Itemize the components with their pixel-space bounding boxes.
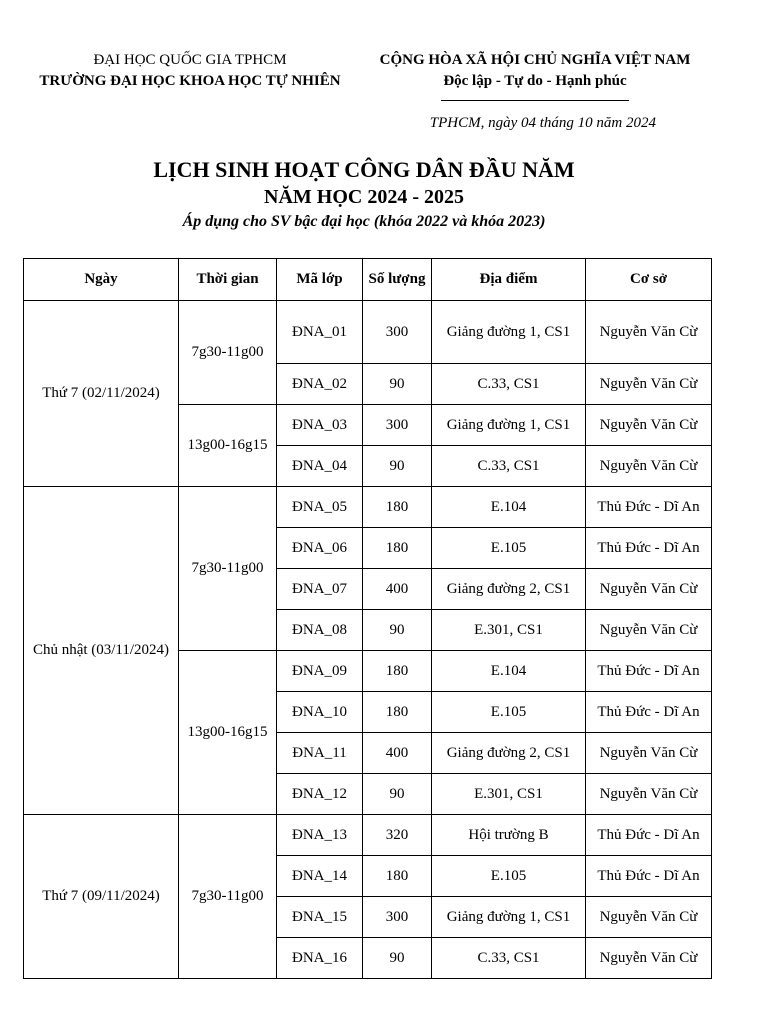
table-row	[24, 487, 712, 528]
location-cell: Giảng đường 2, CS1	[432, 569, 586, 610]
time-cell: 7g30-11g00	[179, 487, 277, 651]
quantity-cell: 90	[363, 364, 432, 405]
location-cell: Hội trường B	[432, 815, 586, 856]
quantity-cell: 90	[363, 938, 432, 979]
campus-cell: Nguyễn Văn Cừ	[586, 405, 712, 446]
issue-date: TPHCM, ngày 04 tháng 10 năm 2024	[429, 115, 656, 131]
location-cell: C.33, CS1	[432, 446, 586, 487]
quantity-cell: 180	[363, 692, 432, 733]
location-cell: E.104	[432, 487, 586, 528]
title-subtitle: Áp dụng cho SV bậc đại học (khóa 2022 và khóa 2023)	[182, 213, 546, 230]
campus-cell: Nguyễn Văn Cừ	[586, 938, 712, 979]
day-cell: Thứ 7 (09/11/2024)	[24, 815, 179, 979]
campus-cell: Nguyễn Văn Cừ	[586, 610, 712, 651]
class-code-cell: ĐNA_09	[277, 651, 363, 692]
school-name: TRƯỜNG ĐẠI HỌC KHOA HỌC TỰ NHIÊN	[39, 73, 341, 89]
location-cell: Giảng đường 1, CS1	[432, 897, 586, 938]
quantity-cell: 320	[363, 815, 432, 856]
time-cell: 7g30-11g00	[179, 301, 277, 405]
day-cell: Chủ nhật (03/11/2024)	[24, 487, 179, 815]
quantity-cell: 180	[363, 651, 432, 692]
quantity-cell: 180	[363, 528, 432, 569]
header-ngay: Ngày	[24, 259, 179, 301]
campus-cell: Thủ Đức - Dĩ An	[586, 856, 712, 897]
motto-underline	[441, 100, 629, 101]
location-cell: Giảng đường 1, CS1	[432, 405, 586, 446]
motto: Độc lập - Tự do - Hạnh phúc	[443, 73, 627, 89]
location-cell: Giảng đường 1, CS1	[432, 301, 586, 364]
class-code-cell: ĐNA_11	[277, 733, 363, 774]
quantity-cell: 180	[363, 856, 432, 897]
class-code-cell: ĐNA_14	[277, 856, 363, 897]
title-line-2: NĂM HỌC 2024 - 2025	[264, 186, 464, 208]
campus-cell: Nguyễn Văn Cừ	[586, 364, 712, 405]
location-cell: E.105	[432, 692, 586, 733]
national-motto-block	[362, 50, 708, 101]
header-co-so: Cơ sở	[586, 259, 712, 301]
location-cell: E.104	[432, 651, 586, 692]
class-code-cell: ĐNA_13	[277, 815, 363, 856]
location-cell: Giảng đường 2, CS1	[432, 733, 586, 774]
class-code-cell: ĐNA_06	[277, 528, 363, 569]
quantity-cell: 300	[363, 301, 432, 364]
quantity-cell: 90	[363, 446, 432, 487]
header-thoi-gian: Thời gian	[179, 259, 277, 301]
class-code-cell: ĐNA_02	[277, 364, 363, 405]
campus-cell: Thủ Đức - Dĩ An	[586, 692, 712, 733]
table-row	[24, 815, 712, 856]
quantity-cell: 300	[363, 405, 432, 446]
document-title	[0, 156, 728, 234]
campus-cell: Nguyễn Văn Cừ	[586, 569, 712, 610]
location-cell: E.105	[432, 528, 586, 569]
quantity-cell: 180	[363, 487, 432, 528]
header-so-luong: Số lượng	[363, 259, 432, 301]
location-cell: C.33, CS1	[432, 364, 586, 405]
class-code-cell: ĐNA_07	[277, 569, 363, 610]
campus-cell: Thủ Đức - Dĩ An	[586, 651, 712, 692]
class-code-cell: ĐNA_04	[277, 446, 363, 487]
class-code-cell: ĐNA_08	[277, 610, 363, 651]
class-code-cell: ĐNA_16	[277, 938, 363, 979]
campus-cell: Nguyễn Văn Cừ	[586, 301, 712, 364]
campus-cell: Nguyễn Văn Cừ	[586, 897, 712, 938]
class-code-cell: ĐNA_10	[277, 692, 363, 733]
campus-cell: Thủ Đức - Dĩ An	[586, 528, 712, 569]
quantity-cell: 400	[363, 733, 432, 774]
campus-cell: Nguyễn Văn Cừ	[586, 446, 712, 487]
schedule-table	[23, 258, 712, 979]
class-code-cell: ĐNA_03	[277, 405, 363, 446]
location-cell: E.105	[432, 856, 586, 897]
university-name: ĐẠI HỌC QUỐC GIA TPHCM	[93, 52, 287, 68]
class-code-cell: ĐNA_12	[277, 774, 363, 815]
header-ma-lop: Mã lớp	[277, 259, 363, 301]
quantity-cell: 300	[363, 897, 432, 938]
location-cell: C.33, CS1	[432, 938, 586, 979]
campus-cell: Nguyễn Văn Cừ	[586, 774, 712, 815]
class-code-cell: ĐNA_05	[277, 487, 363, 528]
quantity-cell: 90	[363, 774, 432, 815]
table-row	[24, 301, 712, 364]
campus-cell: Thủ Đức - Dĩ An	[586, 487, 712, 528]
class-code-cell: ĐNA_01	[277, 301, 363, 364]
quantity-cell: 400	[363, 569, 432, 610]
campus-cell: Thủ Đức - Dĩ An	[586, 815, 712, 856]
class-code-cell: ĐNA_15	[277, 897, 363, 938]
campus-cell: Nguyễn Văn Cừ	[586, 733, 712, 774]
issuer-block	[24, 50, 356, 92]
header-dia-diem: Địa điểm	[432, 259, 586, 301]
quantity-cell: 90	[363, 610, 432, 651]
time-cell: 7g30-11g00	[179, 815, 277, 979]
location-cell: E.301, CS1	[432, 774, 586, 815]
country-name: CỘNG HÒA XÃ HỘI CHỦ NGHĨA VIỆT NAM	[379, 52, 691, 68]
title-line-1: LỊCH SINH HOẠT CÔNG DÂN ĐẦU NĂM	[153, 157, 575, 182]
time-cell: 13g00-16g15	[179, 651, 277, 815]
table-header-row	[24, 259, 712, 301]
location-cell: E.301, CS1	[432, 610, 586, 651]
day-cell: Thứ 7 (02/11/2024)	[24, 301, 179, 487]
time-cell: 13g00-16g15	[179, 405, 277, 487]
